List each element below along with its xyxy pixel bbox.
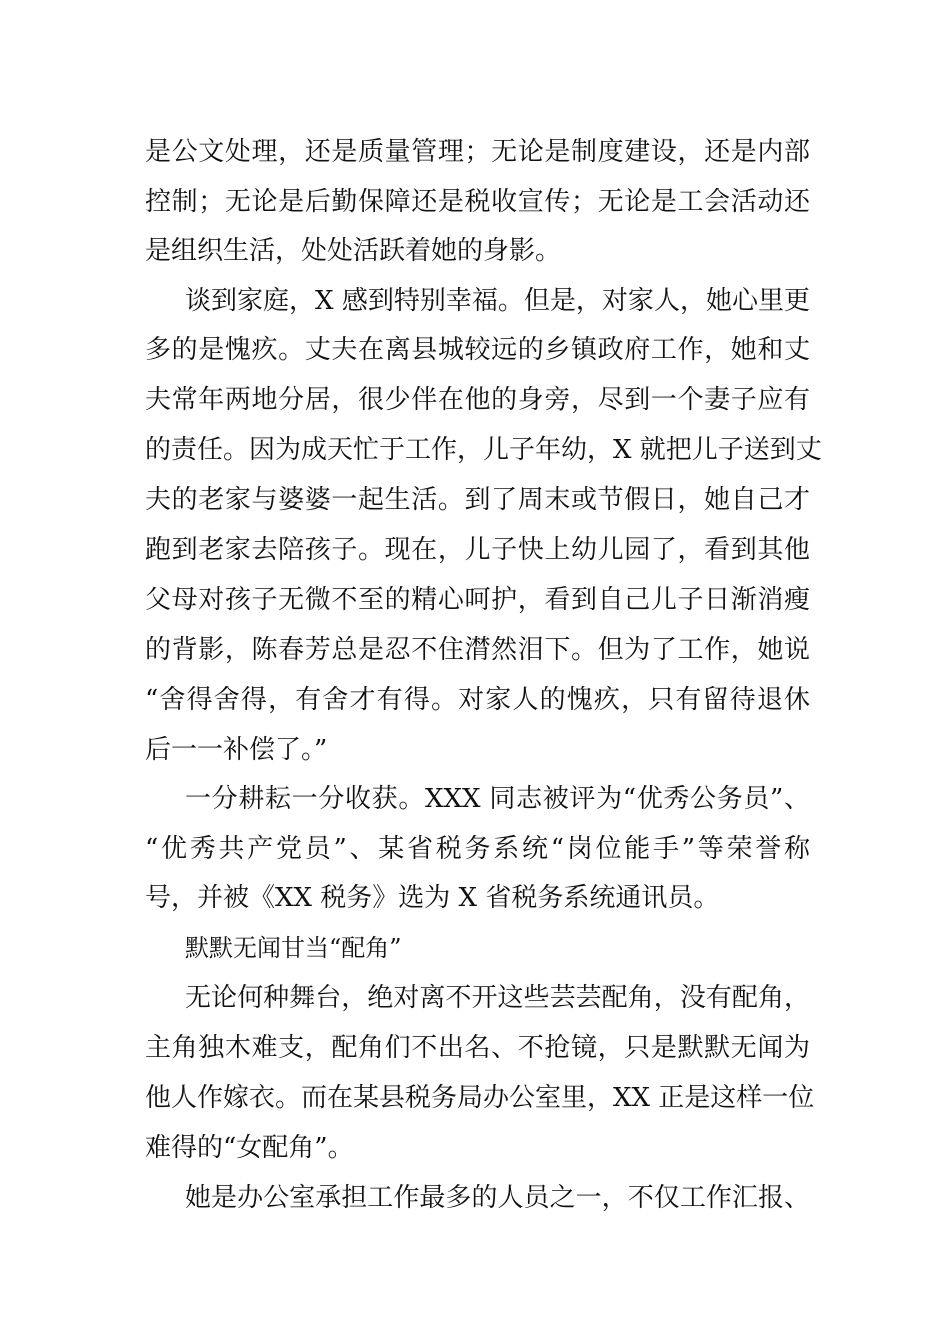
text-line: 是公文处理，还是质量管理；无论是制度建设，还是内部 (145, 137, 810, 167)
section-heading: 默默无闻甘当“配角” (185, 934, 402, 962)
paragraph-first-line: 她是办公室承担工作最多的人员之一，不仅工作汇报、 (185, 1183, 810, 1213)
text-line: “舍得舍得，有舍才有得。对家人的愧疚，只有留待退休 (145, 685, 810, 715)
text-line: 跑到老家去陪孩子。现在，儿子快上幼儿园了，看到其他 (145, 535, 810, 565)
paragraph-first-line: 谈到家庭，X 感到特别幸福。但是，对家人，她心里更 (185, 286, 810, 316)
text-line: 夫常年两地分居，很少伴在他的身旁，尽到一个妻子应有 (145, 385, 810, 415)
text-line: 的背影，陈春芳总是忍不住潸然泪下。但为了工作，她说 (145, 635, 810, 665)
text-line: 主角独木难支，配角们不出名、不抢镜，只是默默无闻为 (145, 1033, 810, 1063)
paragraph-first-line: 一分耕耘一分收获。XXX 同志被评为“优秀公务员”、 (185, 784, 810, 814)
text-line: 父母对孩子无微不至的精心呵护，看到自己儿子日渐消瘦 (145, 585, 810, 615)
text-line: 控制；无论是后勤保障还是税收宣传；无论是工会活动还 (145, 187, 810, 217)
text-line: 多的是愧疚。丈夫在离县城较远的乡镇政府工作，她和丈 (145, 335, 810, 365)
text-line: 的责任。因为成天忙于工作，儿子年幼，X 就把儿子送到丈 (145, 435, 822, 465)
text-line: 是组织生活，处处活跃着她的身影。 (145, 236, 562, 266)
text-line: 号，并被《XX 税务》选为 X 省税务系统通讯员。 (145, 883, 720, 913)
text-line: 夫的老家与婆婆一起生活。到了周末或节假日，她自己才 (145, 485, 810, 515)
paragraph-first-line: 无论何种舞台，绝对离不开这些芸芸配角，没有配角， (185, 983, 810, 1013)
text-line: 后一一补偿了。” (145, 735, 328, 765)
text-line: 他人作嫁衣。而在某县税务局办公室里，XX 正是这样一位 (145, 1083, 815, 1113)
text-line: “优秀共产党员”、某省税务系统“岗位能手”等荣誉称 (145, 834, 810, 864)
text-line: 难得的“女配角”。 (145, 1133, 354, 1163)
